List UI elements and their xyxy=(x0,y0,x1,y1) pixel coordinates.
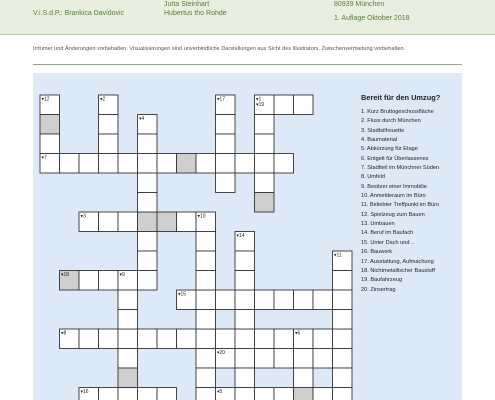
grid-cell[interactable] xyxy=(138,154,158,174)
clue-number: ▾6 xyxy=(295,330,301,337)
clue-item: 9. Besitzer einer Immobilie xyxy=(361,183,427,190)
author-name: Jutta Steinhart xyxy=(164,1,210,8)
grid-cell[interactable] xyxy=(255,134,275,154)
grid-cell[interactable] xyxy=(313,388,333,400)
grid-cell[interactable] xyxy=(196,290,216,310)
clue-item: 18. Nichtmetallischer Baustoff xyxy=(361,267,435,274)
clue-item: 7. Stadtteil im Münchner Süden xyxy=(361,165,440,172)
grid-cell[interactable] xyxy=(177,212,197,232)
grid-cell[interactable] xyxy=(138,388,158,400)
clue-item: 13. Umbauen xyxy=(361,221,395,228)
grid-cell[interactable] xyxy=(294,349,314,369)
clue-number: ▾20 xyxy=(217,350,226,356)
grid-cell[interactable] xyxy=(138,232,158,252)
clue-number: ▾4 xyxy=(139,116,145,122)
clue-item: 10. Anmelderaum im Büro xyxy=(361,193,426,200)
grid-cell[interactable] xyxy=(138,173,158,193)
grid-cell[interactable] xyxy=(157,154,177,174)
grid-cell[interactable] xyxy=(255,154,275,174)
grid-cell[interactable] xyxy=(313,329,333,349)
clue-item: 11. Beliebter Treffpunkt im Büro xyxy=(361,202,440,209)
grid-cell[interactable] xyxy=(138,329,158,349)
solution-cell[interactable] xyxy=(138,212,158,232)
grid-cell[interactable] xyxy=(333,368,353,388)
grid-cell[interactable] xyxy=(196,388,216,400)
grid-cell[interactable] xyxy=(79,154,99,174)
grid-cell[interactable] xyxy=(333,349,353,369)
grid-cell[interactable] xyxy=(333,271,353,291)
grid-cell[interactable] xyxy=(255,349,275,369)
clue-item: 2. Fluss durch München xyxy=(361,118,421,125)
grid-cell[interactable] xyxy=(333,388,353,400)
solution-cell[interactable] xyxy=(157,212,177,232)
grid-cell[interactable] xyxy=(79,329,99,349)
grid-cell[interactable] xyxy=(235,349,255,369)
grid-cell[interactable] xyxy=(138,193,158,213)
grid-cell[interactable] xyxy=(274,154,294,174)
clue-number: ▾16 xyxy=(80,389,89,395)
clue-list xyxy=(361,93,461,295)
clue-item: 1. Kurz Bruttogeschossfläche xyxy=(361,109,434,115)
grid-cell[interactable] xyxy=(274,329,294,349)
clue-item: 12. Spielzeug zum Bauen xyxy=(361,211,425,218)
grid-cell[interactable] xyxy=(177,329,197,349)
grid-cell[interactable] xyxy=(196,271,216,291)
grid-cell[interactable] xyxy=(235,290,255,310)
grid-cell[interactable] xyxy=(99,115,119,135)
grid-cell[interactable] xyxy=(333,310,353,330)
grid-cell[interactable] xyxy=(294,368,314,388)
grid-cell[interactable] xyxy=(118,329,138,349)
clue-number: ▾14 xyxy=(236,233,245,239)
grid-cell[interactable] xyxy=(196,368,216,388)
clue-item: 4. Baumaterial xyxy=(361,137,398,144)
grid-cell[interactable] xyxy=(294,95,314,115)
grid-cell[interactable] xyxy=(235,310,255,330)
grid-cell[interactable] xyxy=(255,290,275,310)
grid-cell[interactable] xyxy=(118,212,138,232)
clue-number: ▾17 xyxy=(217,96,226,103)
grid-cell[interactable] xyxy=(79,271,99,291)
grid-cell[interactable] xyxy=(40,134,60,154)
grid-cell[interactable] xyxy=(255,115,275,135)
grid-cell[interactable] xyxy=(196,251,216,271)
grid-cell[interactable] xyxy=(274,388,294,400)
grid-cell[interactable] xyxy=(99,154,119,174)
clue-item: 3. Stadtsilhouette xyxy=(361,127,405,134)
clue-number: ▾3 xyxy=(80,213,86,220)
grid-cell[interactable] xyxy=(118,290,138,310)
solution-cell[interactable] xyxy=(177,154,197,174)
grid-cell[interactable] xyxy=(216,329,236,349)
grid-cell[interactable] xyxy=(118,154,138,174)
grid-cell[interactable] xyxy=(235,329,255,349)
grid-cell[interactable] xyxy=(99,271,119,291)
grid-cell[interactable] xyxy=(274,290,294,310)
divider xyxy=(33,64,462,65)
grid-cell[interactable] xyxy=(274,349,294,369)
clue-number: ▾5 xyxy=(217,389,223,395)
grid-cell[interactable] xyxy=(196,154,216,174)
grid-cell[interactable] xyxy=(99,388,119,400)
grid-cell[interactable] xyxy=(99,329,119,349)
clue-number: ▾10 xyxy=(197,213,206,220)
grid-cell[interactable] xyxy=(196,232,216,252)
grid-cell[interactable] xyxy=(118,310,138,330)
clue-number: ▾11 xyxy=(334,252,342,259)
clue-number: ▾2 xyxy=(100,96,106,103)
grid-cell[interactable] xyxy=(196,349,216,369)
grid-cell[interactable] xyxy=(235,271,255,291)
clue-item: 6. Entgelt für Überlassenes xyxy=(361,155,429,162)
vsdp-text: V.i.S.d.P.: Brankica Davidovic xyxy=(33,10,125,17)
clue-number: ▾7 xyxy=(41,155,47,161)
clue-item: 17. Ausstattung, Aufmachung xyxy=(361,258,434,265)
grid-cell[interactable] xyxy=(313,349,333,369)
grid-cell[interactable] xyxy=(255,173,275,193)
clue-number: ▾12 xyxy=(41,96,50,103)
grid-cell[interactable] xyxy=(60,154,80,174)
grid-cell[interactable] xyxy=(99,134,119,154)
grid-cell[interactable] xyxy=(235,368,255,388)
grid-cell[interactable] xyxy=(118,349,138,369)
postal-address: 80939 München xyxy=(334,1,385,8)
clue-number: ▾19 xyxy=(256,102,265,108)
grid-cell[interactable] xyxy=(274,95,294,115)
grid-cell[interactable] xyxy=(313,290,333,310)
grid-cell[interactable] xyxy=(235,388,255,400)
solution-cell[interactable] xyxy=(40,115,60,135)
disclaimer: Irrtümer und Änderungen vorbehalten. Visualisierungen sind unverbindliche Darstellungen aus Sicht des Illustrators. Zwischenvermietung vorbehalten. xyxy=(33,46,406,52)
clue-item: 16. Bauwerk xyxy=(361,249,393,256)
author-name: Hubertus tho Rohde xyxy=(164,10,227,17)
grid-cell[interactable] xyxy=(235,251,255,271)
grid-cell[interactable] xyxy=(196,329,216,349)
grid-cell[interactable] xyxy=(157,388,177,400)
grid-cell[interactable] xyxy=(216,173,236,193)
grid-cell[interactable] xyxy=(216,154,236,174)
clue-item: 20. Zinsertrag xyxy=(361,286,396,293)
clue-number: ▾1 xyxy=(256,96,262,103)
header-band xyxy=(0,0,495,35)
grid-cell[interactable] xyxy=(216,115,236,135)
grid-cell[interactable] xyxy=(138,271,158,291)
grid-cell[interactable] xyxy=(216,134,236,154)
solution-cell[interactable] xyxy=(255,193,275,213)
solution-cell[interactable] xyxy=(294,388,314,400)
grid-cell[interactable] xyxy=(333,329,353,349)
grid-cell[interactable] xyxy=(294,290,314,310)
clue-item: 5. Abkürzung für Etage xyxy=(361,146,418,153)
edition-text: 1. Auflage Oktober 2018 xyxy=(334,15,410,22)
grid-cell[interactable] xyxy=(157,329,177,349)
crossword-panel xyxy=(33,73,462,400)
grid-cell[interactable] xyxy=(138,134,158,154)
grid-cell[interactable] xyxy=(333,290,353,310)
grid-cell[interactable] xyxy=(99,212,119,232)
clue-number: ▾15 xyxy=(178,291,187,298)
grid-cell[interactable] xyxy=(118,388,138,400)
clue-number: ▾9 xyxy=(119,272,125,278)
clues-title: Bereit für den Umzug? xyxy=(361,93,441,102)
grid-cell[interactable] xyxy=(255,329,275,349)
grid-cell[interactable] xyxy=(138,251,158,271)
grid-cell[interactable] xyxy=(216,290,236,310)
clue-number: ▾8 xyxy=(61,330,67,337)
clue-item: 8. Umfeld xyxy=(361,174,385,181)
grid-cell[interactable] xyxy=(255,388,275,400)
clue-number: ▾18 xyxy=(61,272,70,278)
clue-item: 14. Beruf im Baufach xyxy=(361,230,414,237)
grid-cell[interactable] xyxy=(235,154,255,174)
grid-cell[interactable] xyxy=(196,310,216,330)
clue-item: 19. Baufahrzeug xyxy=(361,277,403,284)
clue-item: 15. Unter Dach und .. xyxy=(361,239,415,246)
solution-cell[interactable] xyxy=(118,368,138,388)
